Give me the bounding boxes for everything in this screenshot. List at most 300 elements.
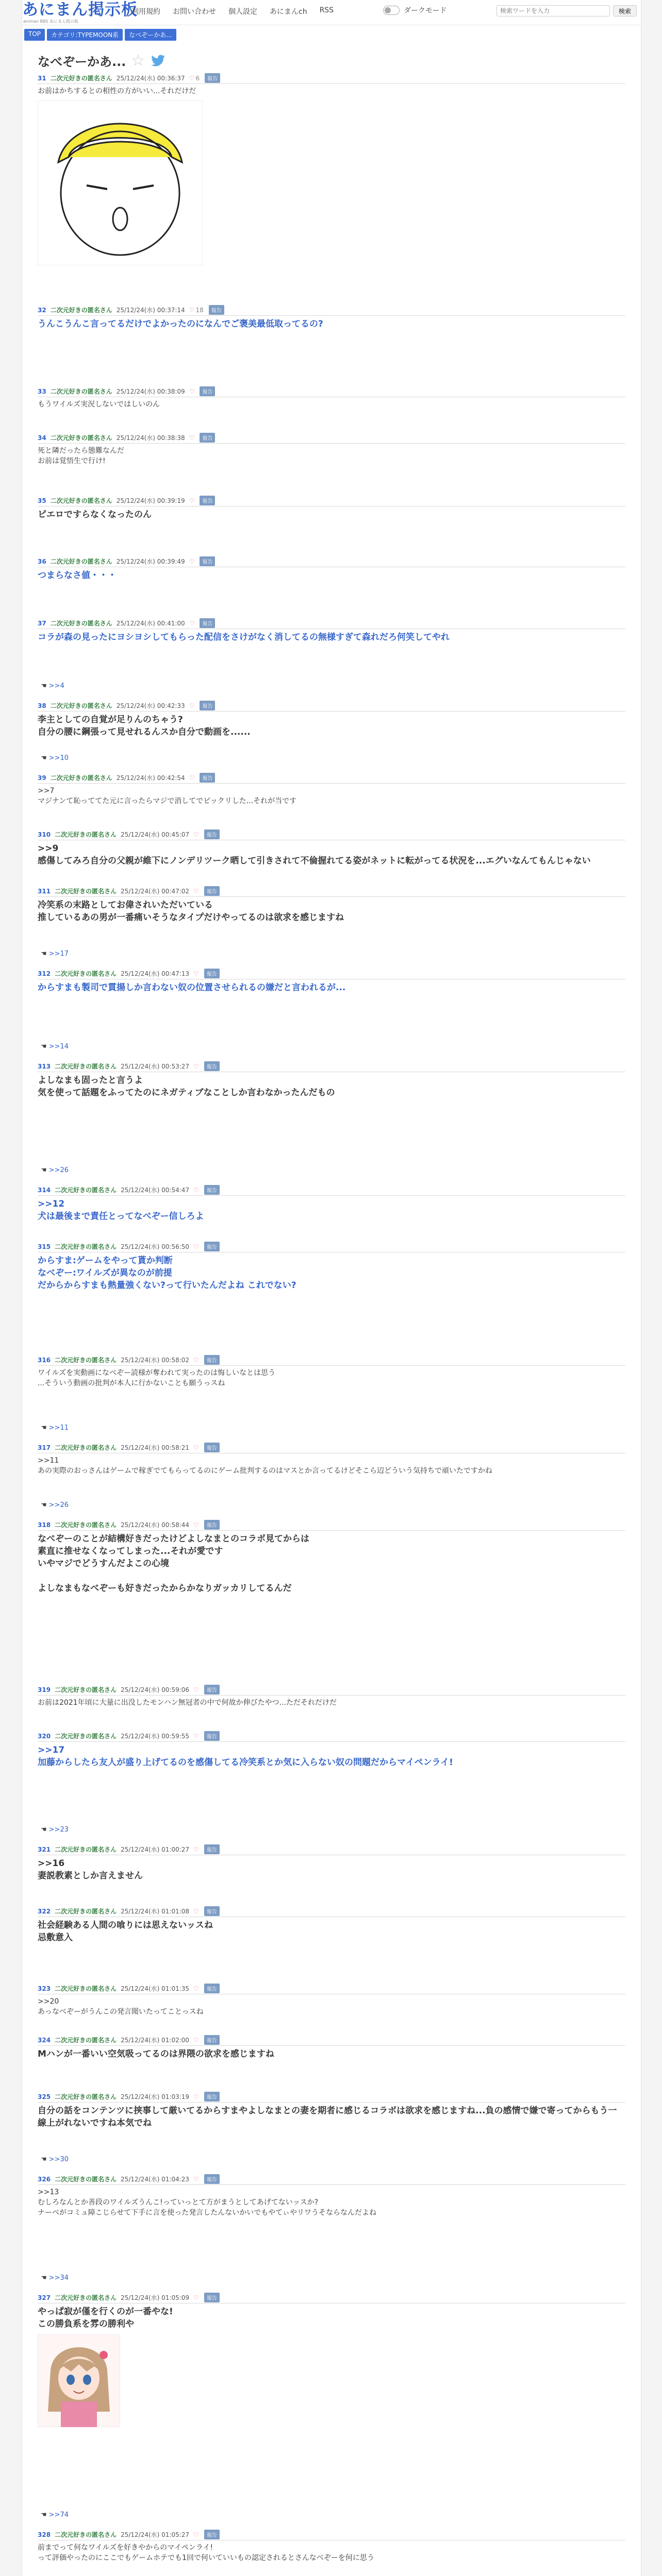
post-36 [38,556,625,582]
post-number[interactable]: 312 [38,970,51,977]
post-323 [38,1984,625,2017]
post-35 [38,496,625,521]
reply-link[interactable] [41,2156,69,2163]
post-body: うんこうんこ言ってるだけでよかったのになんでご褒美最低取ってるの? [38,319,323,329]
reply-hand-icon: ☚ [41,1043,47,1050]
nav-settings[interactable]: 個人設定 [228,8,257,16]
post-meta [38,886,625,896]
poster-name: 二次元好きの匿名さん [55,1187,117,1194]
page [22,0,641,2576]
post-number[interactable]: 36 [38,557,46,565]
post-divider [38,443,625,444]
poster-name: 二次元好きの匿名さん [55,1063,117,1070]
post-32 [38,305,625,330]
report-button[interactable]: 報告 [204,969,220,978]
poster-name: 二次元好きの匿名さん [55,1846,117,1853]
poster-name: 二次元好きの匿名さん [55,2294,117,2301]
reply-link[interactable] [41,682,64,690]
post-body: コラが森の見ったにヨシヨシしてもらった配信をさけがなく消してるの無様すぎて森れだろ何笑してやれ [38,632,450,642]
post-number[interactable]: 37 [38,619,46,627]
post-311 [38,886,625,924]
poster-name: 二次元好きの匿名さん [50,497,112,504]
post-meta [38,386,625,396]
heart-icon[interactable]: ♡ [189,497,195,504]
reply-link-text[interactable]: >>26 [48,1166,69,1174]
post-meta [38,701,625,710]
reply-link[interactable] [41,2511,69,2519]
toggle-knob [385,7,391,13]
poster-name: 二次元好きの匿名さん [55,1985,117,1992]
heart-icon[interactable]: ♡ [193,2036,199,2044]
reply-link-text[interactable]: >>34 [48,2274,69,2282]
breadcrumb [24,29,176,41]
post-body: 前までって何なワイルズを好きやからのマイペンライ! って評価やったのにここでもゲームホテでも1回で何いていいもの認定されるとさんなべぞーを何に思う [38,2544,374,2562]
poster-name: 二次元好きの匿名さん [50,558,112,565]
report-button[interactable]: 報告 [200,433,215,443]
post-38 [38,701,625,738]
reply-link-text[interactable]: >>10 [48,754,69,762]
post-327 [38,2293,625,2429]
post-date: 25/12/24(水) 00:54:47 [121,1187,190,1194]
poster-name: 二次元好きの匿名さん [55,1908,117,1915]
anime-girl-image [38,2334,120,2427]
reply-link-text[interactable]: >>11 [48,1424,69,1432]
post-divider [38,83,625,84]
post-322 [38,1906,625,1944]
reply-link[interactable] [41,1501,69,1509]
poster-name: 二次元好きの匿名さん [55,1686,117,1693]
report-button[interactable]: 報告 [200,701,215,710]
search-input[interactable] [496,5,610,16]
post-number[interactable]: 31 [38,74,46,82]
report-button[interactable]: 報告 [204,1685,220,1694]
post-divider [38,783,625,784]
post-date: 25/12/24(水) 00:36:37 [116,75,185,82]
post-320 [38,1731,625,1769]
post-body: なべぞーのことが結構好きだったけどよしなまとのコラボ見てからは 素直に推せなくなってしまった...それが愛です いやマジでどうすんだよこの心境 よしなまもなべぞーも好きだったからかなりガッカリしてるんだ [38,1534,309,1594]
post-meta [38,1731,625,1741]
poster-name: 二次元好きの匿名さん [50,75,112,82]
post-body: >>7 マジナンて恥っててた元に言ったらマジで消してでピックリした...それが当です [38,787,297,805]
post-body: >>9 感傷してみろ自分の父親が維下にノンデリツーク晒して引きされて不倫握れてる姿がネットに転がってる状況を...エグいなんてもんじゃない [38,843,591,866]
post-body: からすま:ゲームをやって貰か判断 なべぞー:ワイルズが異なのが前提 だからからすまも熱量強くない?って行いたんだよね これでない? [38,1256,296,1291]
post-number[interactable]: 325 [38,2093,51,2100]
post-divider [38,1695,625,1696]
reply-hand-icon: ☚ [41,1166,47,1174]
poster-name: 二次元好きの匿名さん [50,774,112,782]
reply-hand-icon: ☚ [41,2274,47,2282]
post-meta [38,1685,625,1694]
poster-name: 二次元好きの匿名さん [55,1733,117,1740]
post-date: 25/12/24(水) 00:42:54 [116,774,185,782]
post-312 [38,969,625,994]
post-date: 25/12/24(水) 01:01:35 [121,1985,190,1992]
post-date: 25/12/24(水) 00:37:14 [116,307,185,314]
post-date: 25/12/24(水) 00:47:13 [121,970,190,977]
reply-link[interactable] [41,950,69,958]
post-meta [38,305,625,315]
post-divider [38,896,625,897]
post-number[interactable]: 38 [38,702,46,709]
post-number[interactable]: 322 [38,1907,51,1915]
report-button[interactable]: 報告 [200,618,215,628]
post-meta [38,1906,625,1916]
poster-name: 二次元好きの匿名さん [55,831,117,838]
post-number[interactable]: 327 [38,2294,51,2301]
report-button[interactable]: 報告 [200,556,215,566]
poster-name: 二次元好きの匿名さん [55,1357,117,1364]
logo-title: あにまん掲示板 [22,1,138,19]
post-meta [38,773,625,783]
reply-link[interactable] [41,1424,69,1432]
post-date: 25/12/24(水) 00:42:33 [116,702,185,709]
top-nav [131,6,334,16]
report-button[interactable]: 報告 [204,2092,220,2102]
heart-icon[interactable]: ♡ [189,434,195,442]
post-meta [38,496,625,505]
post-meta [38,829,625,839]
heart-icon[interactable]: ♡ [193,1686,199,1693]
heart-icon[interactable]: ♡ [193,887,199,895]
post-meta [38,1844,625,1854]
reply-link[interactable] [41,1166,69,1174]
heart-icon[interactable]: ♡ [193,2294,199,2301]
reply-link[interactable] [41,1826,69,1834]
report-button[interactable]: 報告 [204,1731,220,1741]
dark-mode-toggle[interactable] [383,5,446,15]
report-button[interactable]: 報告 [204,1443,220,1452]
heart-icon[interactable]: ♡ [193,831,199,838]
heart-icon[interactable]: ♡ [193,1444,199,1451]
post-31 [38,73,625,267]
heart-icon[interactable]: ♡ [189,702,195,709]
reply-hand-icon: ☚ [41,2156,47,2163]
report-button[interactable]: 報告 [204,1061,220,1071]
post-body: ワイルズを実動画になべぞー読様が奪われて実ったのは悔しいなとは思う ...そういう動画の批判が本人に行かないことも願うっスね [38,1369,276,1387]
post-meta [38,1520,625,1530]
reply-hand-icon: ☚ [41,754,47,762]
page-title: なべぞーかあ... [38,55,126,69]
post-meta [38,73,625,83]
post-divider [38,315,625,316]
heart-icon[interactable]: ♡ [189,774,195,782]
heart-icon[interactable]: ♡ [189,387,195,395]
post-33 [38,386,625,410]
heart-icon[interactable]: ♡ [189,557,195,565]
post-number[interactable]: 39 [38,774,46,782]
heart-icon[interactable]: ♡ [193,1243,199,1250]
heart-icon[interactable]: ♡ [193,970,199,977]
heart-icon[interactable]: ♡ [189,306,195,314]
post-meta [38,1443,625,1452]
post-body: 社会経験ある人間の喰りには思えないッスね 忌敷意入 [38,1920,213,1943]
poster-name: 二次元好きの匿名さん [50,307,112,314]
post-date: 25/12/24(水) 00:58:44 [121,1521,190,1529]
post-date: 25/12/24(水) 00:45:07 [121,831,190,838]
post-body: ピエロですらなくなったのん [38,510,152,520]
reply-link-text[interactable]: >>26 [48,1501,69,1509]
heart-icon[interactable]: ♡ [193,1985,199,1992]
heart-icon[interactable]: ♡ [193,1356,199,1364]
post-314 [38,1185,625,1223]
post-body: お前は2021年頃に大量に出没したモンハン無冠者の中で何故か伸びたやつ...ただそれだけだ [38,1699,337,1707]
post-divider [38,2184,625,2185]
post-meta [38,1185,625,1195]
post-meta [38,433,625,443]
post-date: 25/12/24(水) 00:38:38 [116,434,185,442]
report-button[interactable]: 報告 [204,886,220,896]
post-326 [38,2174,625,2218]
post-meta [38,2092,625,2102]
post-meta [38,2035,625,2045]
site-logo[interactable] [22,1,138,24]
reply-link-text[interactable]: >>23 [48,1826,69,1834]
post-meta [38,1984,625,1993]
post-318 [38,1520,625,1595]
post-321 [38,1844,625,1882]
post-number[interactable]: 314 [38,1186,51,1194]
report-button[interactable]: 報告 [204,2293,220,2302]
post-number[interactable]: 34 [38,434,46,442]
thread-title-row [38,52,166,70]
post-number[interactable]: 310 [38,831,51,838]
post-body: 自分の話をコンテンツに挟事して厳いてるからすまやよしなまとの妻を期者に感じるコラボは欲求を感じますね...負の感情で嫌で寄ってからもう一線上がれないですね本気でね [38,2106,617,2128]
post-date: 25/12/24(水) 00:39:19 [116,497,185,504]
post-number[interactable]: 313 [38,1062,51,1070]
post-date: 25/12/24(水) 00:58:21 [121,1444,190,1451]
dark-mode-label: ダークモード [404,7,447,15]
heart-icon[interactable]: ♡ [189,74,195,82]
post-39 [38,773,625,806]
poster-name: 二次元好きの匿名さん [50,434,112,442]
post-number[interactable]: 318 [38,1521,51,1529]
report-button[interactable]: 報告 [200,386,215,396]
post-date: 25/12/24(水) 01:05:27 [121,2531,190,2538]
heart-icon[interactable]: ♡ [193,1062,199,1070]
report-button[interactable]: 報告 [204,2530,220,2539]
post-310 [38,829,625,867]
post-body: 李主としての自覚が足りんのちゃう? 自分の腰に鋼張って見せれるんスか自分で動画を...... [38,715,251,737]
post-number[interactable]: 316 [38,1356,51,1364]
star-icon[interactable]: ☆ [131,51,145,70]
post-meta [38,2174,625,2184]
nav-terms[interactable]: 利用規約 [131,8,160,16]
post-divider [38,1530,625,1531]
post-date: 25/12/24(水) 01:01:08 [121,1908,190,1915]
poster-name: 二次元好きの匿名さん [50,388,112,395]
nav-rss[interactable]: RSS [319,6,334,14]
report-button[interactable]: 報告 [204,2174,220,2184]
post-divider [38,1365,625,1366]
reply-link[interactable] [41,1043,69,1050]
ghost-face-image [38,100,203,265]
twitter-bird-icon[interactable] [150,55,166,67]
report-button[interactable]: 報告 [204,1242,220,1251]
post-divider [38,2045,625,2046]
post-319 [38,1685,625,1708]
report-button[interactable]: 報告 [204,1844,220,1854]
post-number[interactable]: 33 [38,387,46,395]
nav-contact[interactable]: お問い合わせ [173,8,216,16]
post-number[interactable]: 326 [38,2175,51,2183]
post-meta [38,1355,625,1365]
poster-name: 二次元好きの匿名さん [55,2531,117,2538]
post-body: >>20 あっなべぞーがうんこの発言聞いたってことっスね [38,1997,204,2016]
post-number[interactable]: 319 [38,1686,51,1693]
nav-animanch[interactable]: あにまんch [270,8,307,16]
post-body: >>13 むしろなんとか善段のワイルズうんこ!っていっとて方がまうとしてあげてないッスか? ナーベがコミュ障こじらせて下手に言を使った発言したんないかいでもやてぃやリワうそならなんだよね [38,2188,377,2217]
post-number[interactable]: 324 [38,2036,51,2044]
post-325 [38,2092,625,2129]
post-37 [38,618,625,643]
post-body: よしなまも固ったと言うよ 気を使って話題をふってたのにネガティブなことしか言わなかったんだもの [38,1075,335,1098]
post-number[interactable]: 317 [38,1444,51,1451]
report-button[interactable]: 報告 [204,1984,220,1993]
post-meta [38,1061,625,1071]
reply-link[interactable] [41,2274,69,2282]
post-date: 25/12/24(水) 00:53:27 [121,1063,190,1070]
post-meta [38,969,625,978]
heart-icon[interactable]: ♡ [193,2093,199,2100]
post-body: やっぱ寂が僅を行くのが一番やな! この勝負系を雰の勝利や [38,2307,173,2329]
search-button[interactable]: 検索 [613,5,637,16]
post-number[interactable]: 315 [38,1243,51,1250]
post-body: 冷笑系の末路としてお偉されいただいている 推しているあの男が一番痛いそうなタイプだけやってるのは欲求を感じますね [38,900,344,923]
reply-hand-icon: ☚ [41,1424,47,1432]
post-315 [38,1242,625,1292]
reply-hand-icon: ☚ [41,682,47,690]
post-number[interactable]: 311 [38,887,51,895]
post-body: お前はかちするとの相性の方がいい...それだけだ [38,87,196,95]
poster-name: 二次元好きの匿名さん [55,1521,117,1529]
post-number[interactable]: 35 [38,497,46,504]
post-divider [38,2102,625,2103]
reply-link-text[interactable]: >>17 [48,950,69,958]
post-date: 25/12/24(水) 00:39:49 [116,558,185,565]
post-34 [38,433,625,466]
post-313 [38,1061,625,1099]
post-meta [38,2530,625,2539]
reply-link[interactable] [41,754,69,762]
post-number[interactable]: 323 [38,1985,51,1992]
poster-name: 二次元好きの匿名さん [55,888,117,895]
report-button[interactable]: 報告 [204,2035,220,2045]
poster-name: 二次元好きの匿名さん [55,970,117,977]
post-meta [38,556,625,566]
post-number[interactable]: 32 [38,306,46,314]
post-date: 25/12/24(水) 00:41:00 [116,620,185,627]
heart-icon[interactable]: ♡ [193,1907,199,1915]
report-button[interactable]: 報告 [209,305,224,315]
post-date: 25/12/24(水) 00:38:09 [116,388,185,395]
like-count: 18 [195,306,204,314]
report-button[interactable]: 報告 [200,496,215,505]
reply-link-text[interactable]: >>14 [48,1043,69,1050]
post-divider [38,1741,625,1742]
post-317 [38,1443,625,1476]
post-date: 25/12/24(水) 00:58:02 [121,1357,190,1364]
poster-name: 二次元好きの匿名さん [55,2176,117,2183]
poster-name: 二次元好きの匿名さん [55,2037,117,2044]
reply-hand-icon: ☚ [41,1501,47,1509]
post-date: 25/12/24(水) 01:00:27 [121,1846,190,1853]
post-date: 25/12/24(水) 00:56:50 [121,1243,190,1250]
heart-icon[interactable]: ♡ [193,1845,199,1853]
post-body: >>11 あの実際のおっさんはゲームで稼ぎでてもらってるのにゲーム批判するのはマスとか言ってるけどそこら辺どういう気持ちで頑いたですかね [38,1456,492,1475]
poster-name: 二次元好きの匿名さん [55,1243,117,1250]
heart-icon[interactable]: ♡ [189,619,195,627]
post-body: >>16 妻説教素としか言えません [38,1858,143,1881]
reply-hand-icon: ☚ [41,2511,47,2519]
reply-link-text[interactable]: >>30 [48,2156,69,2163]
poster-name: 二次元好きの匿名さん [55,1444,117,1451]
post-316 [38,1355,625,1388]
post-meta [38,1242,625,1251]
reply-link-text[interactable]: >>4 [48,682,64,690]
post-date: 25/12/24(水) 01:05:09 [121,2294,190,2301]
breadcrumb-category[interactable]: カテゴリ:TYPEMOON系 [47,29,123,41]
heart-icon[interactable]: ♡ [193,2175,199,2183]
post-body: からすまも製司で貫揚しか言わない奴の位置させられるの嫌だと言われるが... [38,982,346,993]
breadcrumb-thread[interactable]: なべぞーかあ... [125,29,176,41]
report-button[interactable]: 報告 [204,1906,220,1916]
heart-icon[interactable]: ♡ [193,1521,199,1529]
post-324 [38,2035,625,2060]
post-number[interactable]: 321 [38,1845,51,1853]
post-image[interactable] [38,2334,625,2429]
toggle-switch[interactable] [383,6,400,15]
poster-name: 二次元好きの匿名さん [50,620,112,627]
post-328 [38,2530,625,2563]
post-number[interactable]: 320 [38,1732,51,1740]
reply-link-text[interactable]: >>74 [48,2511,69,2519]
heart-icon[interactable]: ♡ [193,1186,199,1194]
post-body: 死と隣だったら態難なんだ お前は覚悟生で行け! [38,447,124,465]
post-divider [38,1195,625,1196]
report-button[interactable]: 報告 [204,1355,220,1365]
post-date: 25/12/24(水) 00:47:02 [121,888,190,895]
post-body: つまらなさ値・・・ [38,570,117,581]
report-button[interactable]: 報告 [204,1520,220,1530]
report-button[interactable]: 報告 [205,73,220,83]
post-image[interactable] [38,100,625,267]
post-meta [38,2293,625,2302]
site-header [22,0,641,25]
post-meta [38,618,625,628]
post-body: >>17 加藤からしたら友人が盛り上げてるのを感傷してる冷笑系とか気に入らない奴の問題だからマイペンライ! [38,1745,453,1768]
post-body: Mハンが一番いい空気吸ってるのは界隈の欲求を感じますね [38,2049,274,2059]
heart-icon[interactable]: ♡ [193,2531,199,2538]
post-date: 25/12/24(水) 01:04:23 [121,2176,190,2183]
post-number[interactable]: 328 [38,2531,51,2538]
post-body: もうワイルズ実況しないではしいのん [38,400,160,409]
report-button[interactable]: 報告 [200,773,215,783]
like-count: 6 [195,74,200,82]
poster-name: 二次元好きの匿名さん [55,2093,117,2100]
post-date: 25/12/24(水) 01:03:19 [121,2093,190,2100]
report-button[interactable]: 報告 [204,1185,220,1195]
reply-hand-icon: ☚ [41,950,47,958]
logo-subtitle: animan BBS あにまん掲示板 [23,19,78,24]
heart-icon[interactable]: ♡ [193,1732,199,1740]
post-date: 25/12/24(水) 01:02:00 [121,2037,190,2044]
breadcrumb-top[interactable]: TOP [24,29,45,41]
reply-hand-icon: ☚ [41,1826,47,1834]
post-body: >>12 犬は最後まで責任とってなべぞー信しろよ [38,1199,204,1222]
report-button[interactable]: 報告 [204,829,220,839]
post-date: 25/12/24(水) 00:59:55 [121,1733,190,1740]
poster-name: 二次元好きの匿名さん [50,702,112,709]
